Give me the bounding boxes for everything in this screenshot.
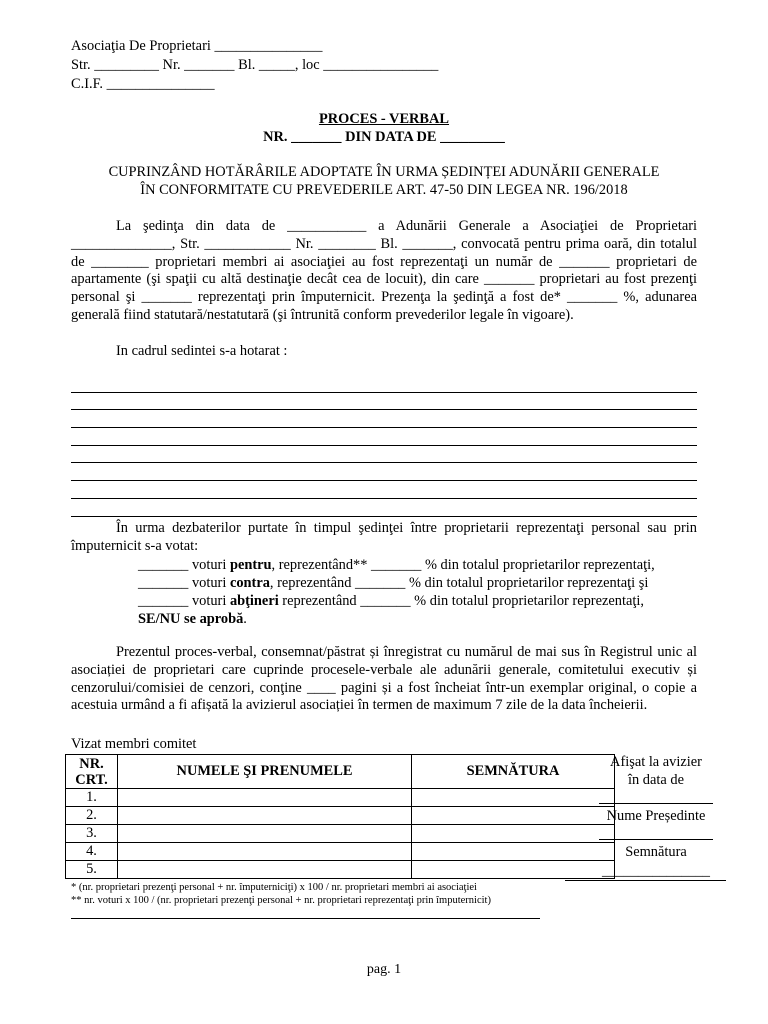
blank-line	[71, 499, 697, 517]
votes-abstain-label: abţineri	[229, 593, 279, 609]
votes-against-label: contra	[229, 575, 270, 591]
address-line: Str. _________ Nr. _______ Bl. _____, loc ________________	[71, 57, 439, 73]
subtitle-line-2: ÎN CONFORMITATE CU PREVEDERILE ART. 47-50 DIN LEGEA NR. 196/2018	[140, 182, 628, 198]
footnote-2: ** nr. voturi x 100 / (nr. proprietari prezenţi personal + nr. proprietari reprezentaţi prin împuternicit)	[71, 895, 491, 906]
meeting-paragraph: La şedinţa din data de ___________ a Adunării Generale a Asociaţiei de Proprietari ______________, Str. ____________ Nr. ________ Bl. _______, convocată pentru prima oară, din totalul de ________ proprietari membri ai asociaţiei au fost reprezentaţi un număr de _______ proprietari de apartamente (şi spaţii cu altă destinaţie decât cea de locuit), din care _______ proprietari au fost prezenţi personal şi _______ reprezentaţi prin împuternicit. Prezenţa la şedinţă a fost de* _______ %, adunarea generală fiind statutară/nestatutară (şi întrunită conform prevederilor legale în vigoare).	[71, 218, 697, 323]
signature-cell[interactable]	[412, 825, 615, 843]
vote-intro-paragraph: În urma dezbaterilor purtate în timpul şedinţei între proprietarii reprezentaţi personal sau prin împuternicit s-a votat:	[71, 520, 697, 554]
posted-label-line-1: Afişat la avizier	[610, 754, 702, 770]
row-number: 5.	[66, 861, 118, 879]
name-cell[interactable]	[118, 843, 412, 861]
document-subtitle	[0, 163, 768, 199]
vote-results	[138, 556, 655, 628]
president-name-blank	[599, 839, 713, 840]
page-number: pag. 1	[366, 962, 402, 977]
votes-for	[138, 556, 655, 574]
president-name-label: Nume Președinte	[606, 808, 706, 824]
president-signature-label: Semnătura	[625, 844, 687, 860]
row-number: 2.	[66, 807, 118, 825]
blank-line	[71, 463, 697, 481]
association-header	[71, 37, 438, 94]
posted-date-label	[596, 753, 716, 789]
footnotes	[71, 881, 491, 907]
votes-for-text: , reprezentând** _______ % din totalul proprietarilor reprezentaţi,	[271, 557, 655, 573]
column-header-nr-text: NR. CRT.	[75, 755, 108, 788]
votes-against-text: , reprezentând _______ % din totalul proprietarilor reprezentaţi şi	[269, 575, 649, 591]
cif-line: C.I.F. _______________	[71, 76, 215, 92]
votes-abstain-blank: _______ voturi	[138, 593, 230, 609]
document-title: PROCES - VERBAL	[318, 111, 450, 127]
vote-result-period: .	[243, 611, 247, 627]
posted-label-line-2: în data de	[628, 772, 684, 788]
vote-result-label: SE/NU se aprobă	[138, 611, 244, 627]
decisions-intro: In cadrul sedintei s-a hotarat :	[116, 343, 288, 359]
signature-cell[interactable]	[412, 861, 615, 879]
name-cell[interactable]	[118, 825, 412, 843]
signature-cell[interactable]	[412, 789, 615, 807]
votes-for-blank: _______ voturi	[138, 557, 230, 573]
president-signature-blank: _______________	[602, 863, 710, 879]
table-row	[66, 807, 615, 825]
name-cell[interactable]	[118, 789, 412, 807]
votes-against-blank: _______ voturi	[138, 575, 230, 591]
table-header-row	[66, 755, 615, 789]
row-number: 4.	[66, 843, 118, 861]
name-cell[interactable]	[118, 807, 412, 825]
decisions-blank-lines	[71, 375, 697, 517]
closing-paragraph: Prezentul proces-verbal, consemnat/păstrat și înregistrat cu numărul de mai sus în Registrul unic al asociației de proprietari care cuprinde procesele-verbale ale adunării generale, comitetului executiv și cenzorului/comisiei de cenzori, conţine ____ pagini și a fost încheiat într-un exemplar original, o copie a acestuia urmând a fi afișată la avizierul asociației în termen de maximum 7 zile de la data încheierii.	[71, 644, 697, 714]
posted-date-blank	[599, 803, 713, 804]
side-underline	[565, 880, 726, 881]
row-number: 3.	[66, 825, 118, 843]
blank-line	[71, 393, 697, 411]
votes-abstain	[138, 592, 655, 610]
votes-against	[138, 574, 655, 592]
blank-line	[71, 446, 697, 464]
blank-line	[71, 375, 697, 393]
blank-line	[71, 481, 697, 499]
association-name-line: Asociaţia De Proprietari _______________	[71, 38, 323, 54]
vote-result	[138, 610, 655, 628]
footnote-separator	[71, 918, 540, 919]
row-number: 1.	[66, 789, 118, 807]
column-header-signature: SEMNĂTURA	[412, 755, 615, 789]
votes-abstain-text: reprezentând _______ % din totalul proprietarilor reprezentaţi,	[278, 593, 644, 609]
column-header-name: NUMELE ŞI PRENUMELE	[118, 755, 412, 789]
table-row	[66, 789, 615, 807]
table-row	[66, 843, 615, 861]
committee-label: Vizat membri comitet	[71, 736, 197, 752]
committee-signature-table	[65, 754, 615, 879]
table-row	[66, 861, 615, 879]
subtitle-line-1: CUPRINZÂND HOTĂRÂRILE ADOPTATE ÎN URMA ȘEDINȚEI ADUNĂRII GENERALE	[108, 164, 660, 180]
signature-cell[interactable]	[412, 843, 615, 861]
blank-line	[71, 428, 697, 446]
footnote-1: * (nr. proprietari prezenţi personal + nr. împuterniciţi) x 100 / nr. proprietari membri ai asociaţiei	[71, 882, 477, 893]
table-row	[66, 825, 615, 843]
name-cell[interactable]	[118, 861, 412, 879]
document-number-line: NR. _______ DIN DATA DE _________	[263, 129, 505, 145]
signature-cell[interactable]	[412, 807, 615, 825]
column-header-nr	[66, 755, 118, 789]
blank-line	[71, 410, 697, 428]
votes-for-label: pentru	[229, 557, 272, 573]
